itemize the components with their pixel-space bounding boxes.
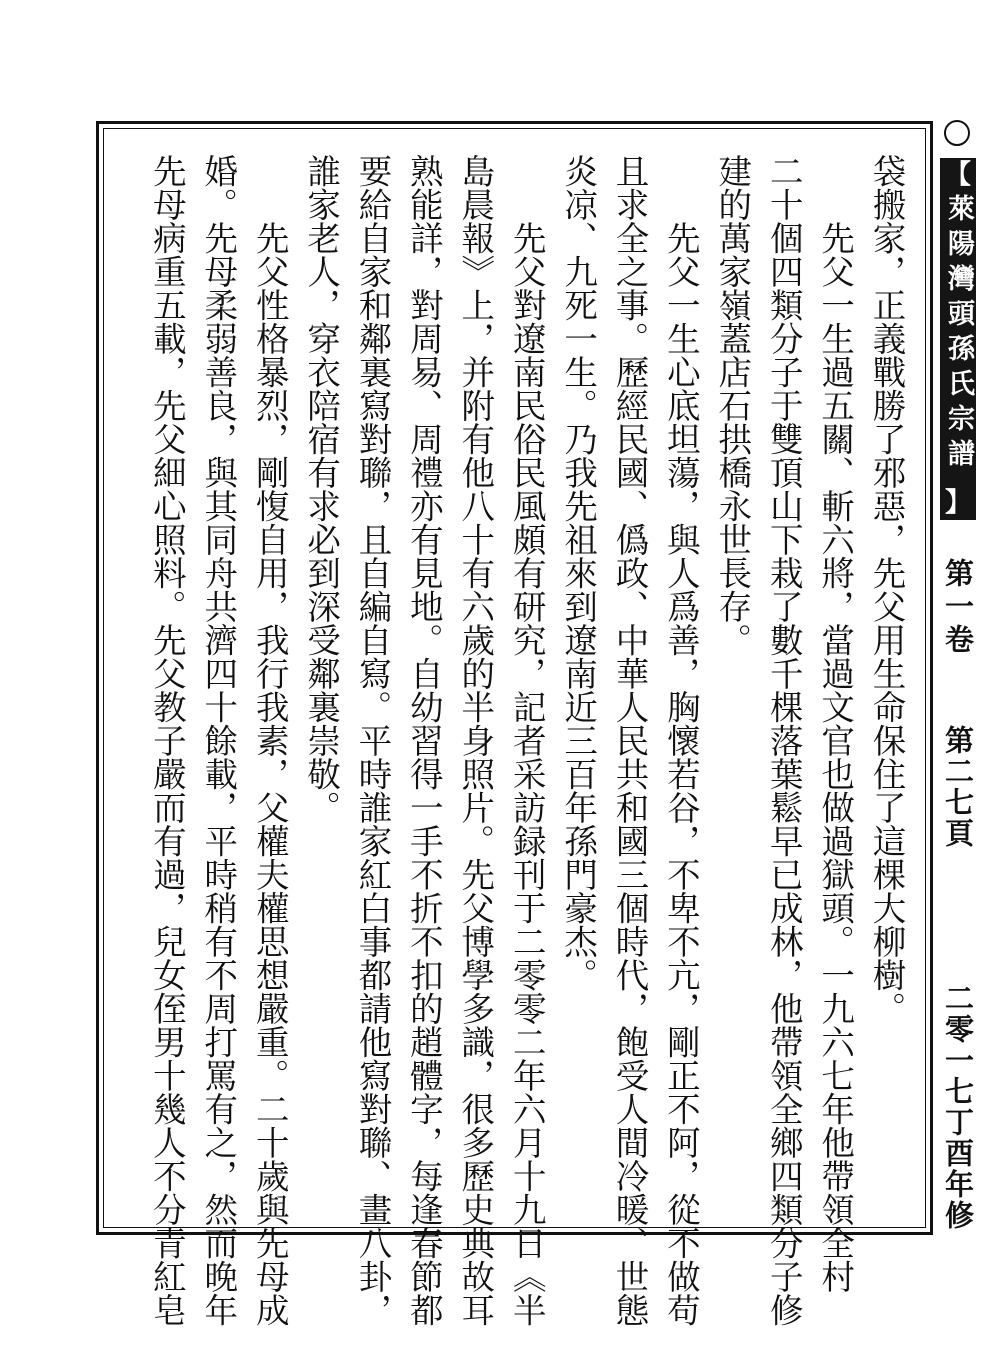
text-column: 誰家老人，穿衣陪宿有求必到深受鄰裏崇敬。 (301, 154, 341, 824)
text-column: 熟能詳，對周易、周禮亦有見地。自幼習得一手不折不扣的趙體字，每逢春節都 (404, 154, 444, 1327)
text-column: 婚。先母柔弱善良，與其同舟共濟四十餘載，平時稍有不周打罵有之，然而晚年 (198, 154, 238, 1327)
edition-year-label: 二零一七丁酉年修 (941, 983, 975, 1231)
genealogy-title-bar (940, 158, 976, 520)
binding-hole-circle-icon (944, 120, 970, 146)
text-column: 島晨報》上，并附有他八十有六歲的半身照片。先父博學多識，很多歷史典故耳 (455, 154, 495, 1327)
text-column: 且求全之事。歷經民國、僞政、中華人民共和國三個時代，飽受人間冷暖、世態 (610, 154, 649, 1327)
genealogy-title: 萊陽灣頭孫氏宗譜 (943, 194, 974, 474)
text-column: 建的萬家嶺蓋店石拱橋永世長存。 (712, 154, 752, 657)
text-frame (96, 121, 933, 1327)
text-column: 先父一生過五關、斬六將，當過文官也做過獄頭。一九六七年他帶領全村 (815, 221, 855, 1293)
text-column: 炎凉、九死一生。乃我先祖來到遼南近三百年孫門豪杰。 (558, 154, 598, 992)
text-column: 袋搬家，正義戰勝了邪惡，先父用生命保住了這棵大柳樹。 (867, 154, 906, 1025)
title-bracket-open: 【 (944, 160, 971, 190)
text-column: 要給自家和鄰裏寫對聯，且自編自寫。平時誰家紅白事都請他寫對聯、畫八卦， (353, 154, 392, 1327)
text-column: 先母病重五載，先父細心照料。先父教子嚴而有過，兒女侄男十幾人不分青紅皂 (147, 154, 187, 1327)
text-column: 先父一生心底坦蕩，與人爲善，胸懷若谷，不卑不亢，剛正不阿，從不做苟 (661, 221, 701, 1327)
text-column: 二十個四類分子于雙頂山下栽了數千棵落葉鬆早已成林，他帶領全鄉四類分子修 (764, 154, 804, 1327)
volume-label: 第一卷 (941, 558, 975, 657)
page-number-label: 第二七頁 (941, 725, 975, 849)
text-column: 先父性格暴烈，剛愎自用，我行我素，父權夫權思想嚴重。二十歲與先母成 (250, 221, 290, 1327)
title-bracket-close: 】 (944, 488, 971, 518)
text-column: 先父對遼南民俗民風頗有研究，記者采訪録刊于二零零二年六月十九日《半 (507, 221, 547, 1327)
